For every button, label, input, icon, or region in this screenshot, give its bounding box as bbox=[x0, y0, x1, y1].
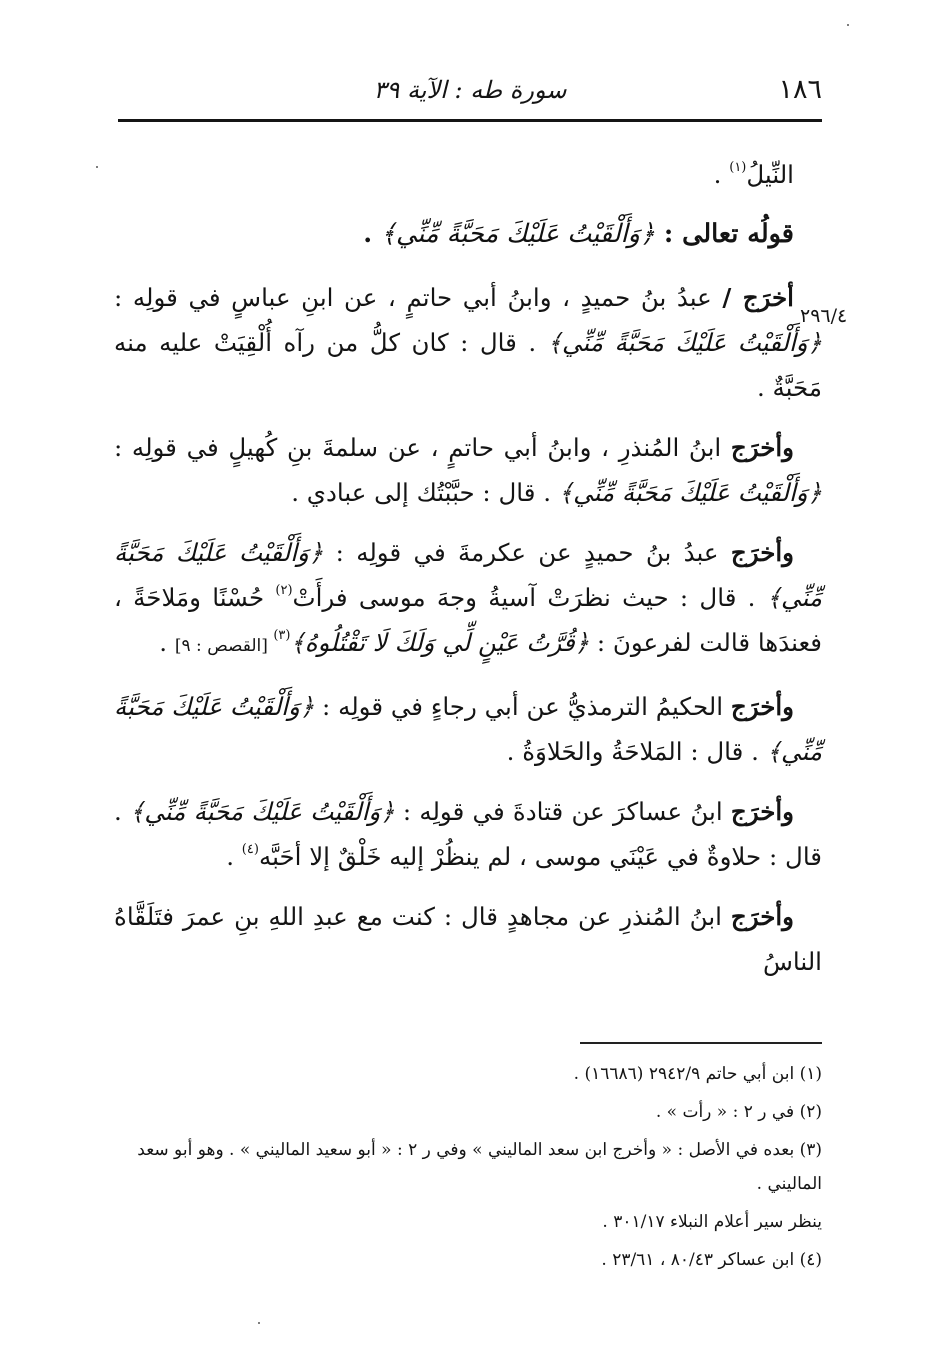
quran-quote: ﴿وَأَلْقَيْتُ عَلَيْكَ مَحَبَّةً مِّنِّي﴾ bbox=[381, 219, 655, 249]
paragraph-lead: وأخرَج bbox=[730, 797, 794, 826]
footnote-1: (١) ابن أبي حاتم ٢٩٤٢/٩ (١٦٦٨٦) . bbox=[573, 1064, 822, 1084]
footnote-2: (٢) في ر ٢ : « رأت » . bbox=[655, 1102, 822, 1122]
paragraph bbox=[114, 894, 822, 984]
verse-reference: [القصص : ٩] bbox=[174, 636, 274, 656]
text: . قال : حيث نظرَتْ آسيةُ وجهَ موسى فرأَتْ bbox=[292, 583, 767, 612]
text: ابنُ عساكرَ عن قتادةَ في قولِه : bbox=[394, 797, 731, 826]
scan-speck bbox=[847, 24, 849, 26]
text: عبدُ بنُ حميدٍ ، وابنُ أبي حاتمٍ ، عن ابنِ عباسٍ في قولِه : bbox=[114, 283, 712, 312]
quran-quote: ﴿وَأَلْقَيْتُ عَلَيْكَ مَحَبَّةً مِّنِّي﴾ bbox=[558, 478, 822, 507]
quran-quote: ﴿وَأَلْقَيْتُ عَلَيْكَ مَحَبَّةً مِّنِّي﴾ bbox=[547, 328, 822, 357]
footnote-ref: (١) bbox=[729, 160, 747, 175]
paragraph-lead: وأخرَج bbox=[730, 902, 794, 931]
paragraph bbox=[114, 530, 822, 669]
quran-quote: ﴿قُرَّتُ عَيْنٍ لِّي وَلَكَ لَا تَقْتُلُوهُ﴾ bbox=[290, 628, 590, 657]
text: الحكيمُ الترمذيُّ عن أبي رجاءٍ في قولِه : bbox=[314, 692, 731, 721]
paragraph bbox=[114, 789, 822, 879]
paragraph bbox=[114, 275, 822, 410]
scan-speck bbox=[258, 1322, 260, 1324]
footnote-3-continuation: ينظر سير أعلام النبلاء ٣٠١/١٧ . bbox=[602, 1212, 822, 1232]
paragraph-lead: وأخرَج bbox=[730, 692, 794, 721]
verse-heading bbox=[114, 212, 822, 257]
footnote-ref: (٣) bbox=[273, 628, 291, 643]
footnotes bbox=[100, 1057, 822, 1281]
margin-reference: ٢٩٦/٤ bbox=[800, 305, 848, 327]
footnote-ref: (٢) bbox=[275, 583, 293, 598]
text: . bbox=[713, 160, 730, 189]
footnote-3: (٣) بعده في الأصل : « وأخرج ابن سعد الماليني » وفي ر ٢ : « أبو سعيد الماليني » . وهو أبو سعد الماليني . bbox=[137, 1140, 822, 1194]
scan-speck bbox=[96, 166, 98, 168]
text: . قال : كان كلُّ من رآه أُلْقِيَتْ عليه منه مَحَبَّةٌ . bbox=[114, 328, 822, 402]
text: . bbox=[159, 628, 175, 657]
page-number: ١٨٦ bbox=[778, 74, 822, 105]
heading-lead: قولُه تعالى : bbox=[654, 219, 794, 249]
text: حُسْنًا ومَلاحَةً ، فعندَها قالت لفرعونَ : bbox=[114, 583, 822, 657]
running-title: سورة طه : الآية ٣٩ bbox=[373, 76, 567, 104]
quran-quote: ﴿وَأَلْقَيْتُ عَلَيْكَ مَحَبَّةً مِّنِّي﴾ bbox=[114, 692, 822, 766]
footnote-rule bbox=[580, 1042, 822, 1044]
quran-quote: ﴿وَأَلْقَيْتُ عَلَيْكَ مَحَبَّةً مِّنِّي﴾ bbox=[114, 538, 822, 612]
footnote-4: (٤) ابن عساكر ٨٠/٤٣ ، ٢٣/٦١ . bbox=[601, 1250, 822, 1270]
text: . قال : حبَّبْتُك إلى عبادي . bbox=[291, 478, 559, 507]
page-header bbox=[118, 72, 822, 112]
text: . قال : حلاوةٌ في عَيْنَي موسى ، لم ينظُرْ إليه خَلْقٌ إلا أحَبَّه bbox=[114, 797, 822, 871]
footnote-ref: (٤) bbox=[241, 842, 259, 857]
paragraph bbox=[114, 425, 822, 515]
text: . bbox=[226, 842, 242, 871]
paragraph-lead: وأخرَج bbox=[730, 538, 794, 567]
quran-quote: ﴿وَأَلْقَيْتُ عَلَيْكَ مَحَبَّةً مِّنِّي﴾ bbox=[130, 797, 395, 826]
paragraph-lead: أخرَج / bbox=[722, 283, 794, 312]
paragraph-lead: وأخرَج bbox=[730, 433, 794, 462]
text: . bbox=[363, 219, 381, 249]
paragraph-continuation bbox=[114, 152, 822, 197]
text: ابنُ المُنذرِ عن مجاهدٍ قال : كنت مع عبدِ اللهِ بنِ عمرَ فتَلَقَّاهُ الناسُ bbox=[114, 902, 822, 976]
text: . قال : المَلاحَةُ والحَلاوَةُ . bbox=[506, 737, 767, 766]
text: النِّيلُ bbox=[746, 160, 794, 189]
text: عبدُ بنُ حميدٍ عن عكرمةَ في قولِه : bbox=[323, 538, 731, 567]
main-text bbox=[114, 152, 822, 999]
header-rule bbox=[118, 119, 822, 122]
paragraph bbox=[114, 684, 822, 774]
text: ابنُ المُنذرِ ، وابنُ أبي حاتمٍ ، عن سلمةَ بنِ كُهيلٍ في قولِه : bbox=[114, 433, 731, 462]
